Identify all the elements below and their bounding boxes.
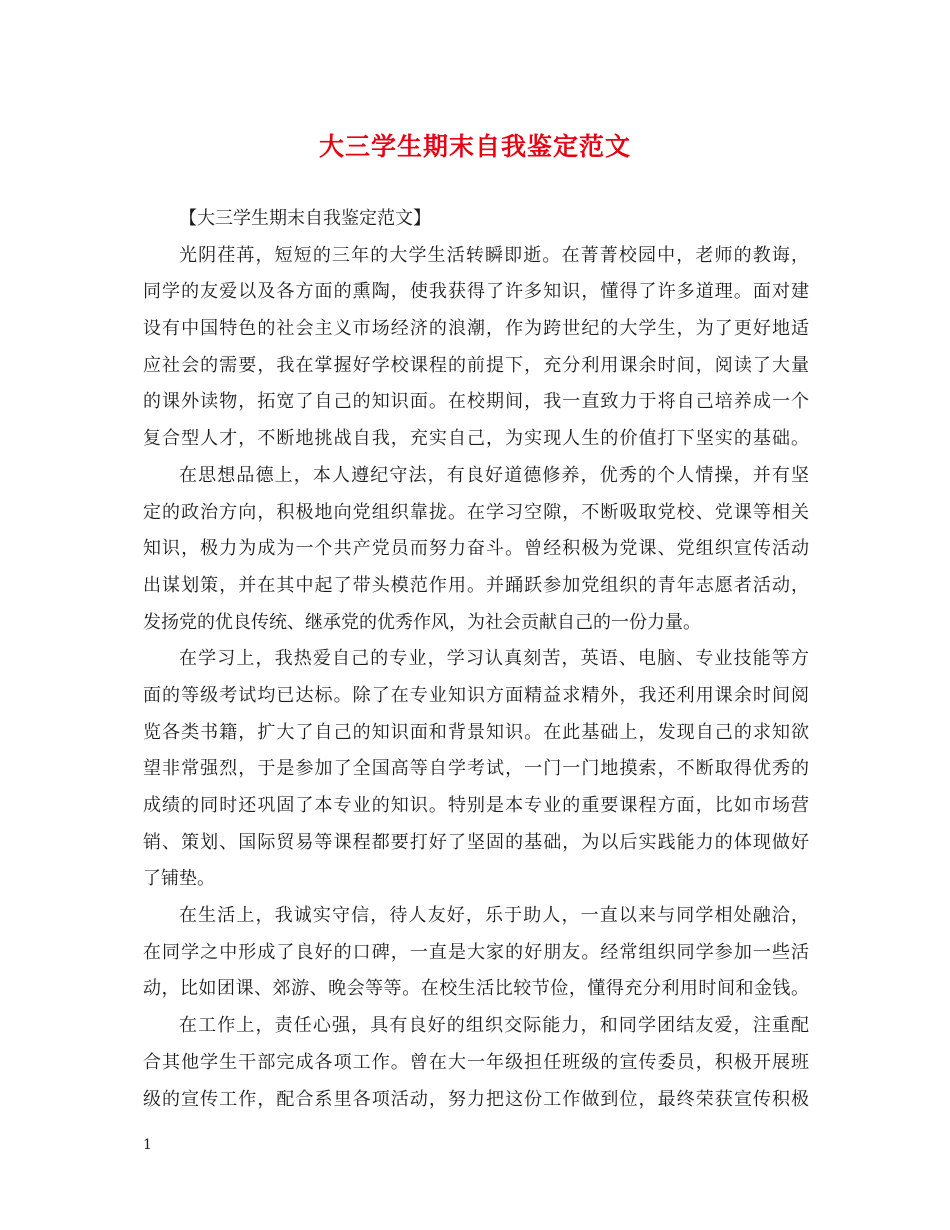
page-number: 1 — [143, 1137, 152, 1153]
paragraph-line: 合其他学生干部完成各项工作。曾在大一年级担任班级的宣传委员，积极开展班 — [143, 1051, 809, 1073]
paragraph-line: 了铺垫。 — [143, 868, 215, 890]
paragraph-line: 览各类书籍，扩大了自己的知识面和背景知识。在此基础上，发现自己的求知欲 — [143, 721, 809, 743]
paragraph-line: 在同学之中形成了良好的口碑，一直是大家的好朋友。经常组织同学参加一些活 — [143, 941, 809, 963]
paragraph-line: 发扬党的优良传统、继承党的优秀作风，为社会贡献自己的一份力量。 — [143, 611, 701, 633]
paragraph-line: 成绩的同时还巩固了本专业的知识。特别是本专业的重要课程方面，比如市场营 — [143, 795, 809, 816]
paragraph-line: 在工作上，责任心强，具有良好的组织交际能力，和同学团结友爱，注重配 — [179, 1015, 809, 1037]
paragraph-line: 定的政治方向，积极地向党组织靠拢。在学习空隙，不断吸取党校、党课等相关 — [143, 501, 809, 523]
paragraph-line: 在生活上，我诚实守信，待人友好，乐于助人，一直以来与同学相处融洽， — [179, 905, 809, 927]
paragraph-line: 光阴荏苒，短短的三年的大学生活转瞬即逝。在菁菁校园中，老师的教诲， — [179, 244, 809, 266]
paragraph-line: 同学的友爱以及各方面的熏陶，使我获得了许多知识，懂得了许多道理。面对建 — [143, 281, 809, 303]
paragraph-line: 望非常强烈，于是参加了全国高等自学考试，一门一门地摸索，不断取得优秀的 — [143, 758, 809, 780]
paragraph-line: 的课外读物，拓宽了自己的知识面。在校期间，我一直致力于将自己培养成一个 — [143, 391, 809, 413]
paragraph-line: 级的宣传工作，配合系里各项活动，努力把这份工作做到位，最终荣获宣传积极 — [143, 1088, 809, 1110]
paragraph-line: 动，比如团课、郊游、晚会等等。在校生活比较节俭，懂得充分利用时间和金钱。 — [143, 978, 809, 1000]
paragraph-line: 设有中国特色的社会主义市场经济的浪潮，作为跨世纪的大学生，为了更好地适 — [143, 318, 809, 340]
paragraph-line: 面的等级考试均已达标。除了在专业知识方面精益求精外，我还利用课余时间阅 — [143, 684, 809, 706]
paragraph-line: 在学习上，我热爱自己的专业，学习认真刻苦，英语、电脑、专业技能等方 — [179, 648, 809, 670]
section-heading: 【大三学生期末自我鉴定范文】 — [179, 208, 431, 229]
paragraph-line: 销、策划、国际贸易等课程都要打好了坚固的基础，为以后实践能力的体现做好 — [143, 831, 809, 853]
paragraph-line: 在思想品德上，本人遵纪守法，有良好道德修养，优秀的个人情操，并有坚 — [179, 464, 809, 486]
document-body — [143, 201, 809, 1118]
paragraph-line: 复合型人才，不断地挑战自我，充实自己，为实现人生的价值打下坚实的基础。 — [143, 428, 809, 450]
paragraph-line: 应社会的需要，我在掌握好学校课程的前提下，充分利用课余时间，阅读了大量 — [143, 354, 809, 376]
paragraph-line: 出谋划策，并在其中起了带头模范作用。并踊跃参加党组织的青年志愿者活动， — [143, 574, 809, 596]
paragraph-line: 知识，极力为成为一个共产党员而努力奋斗。曾经积极为党课、党组织宣传活动 — [143, 538, 809, 560]
document-title: 大三学生期末自我鉴定范文 — [318, 132, 631, 161]
